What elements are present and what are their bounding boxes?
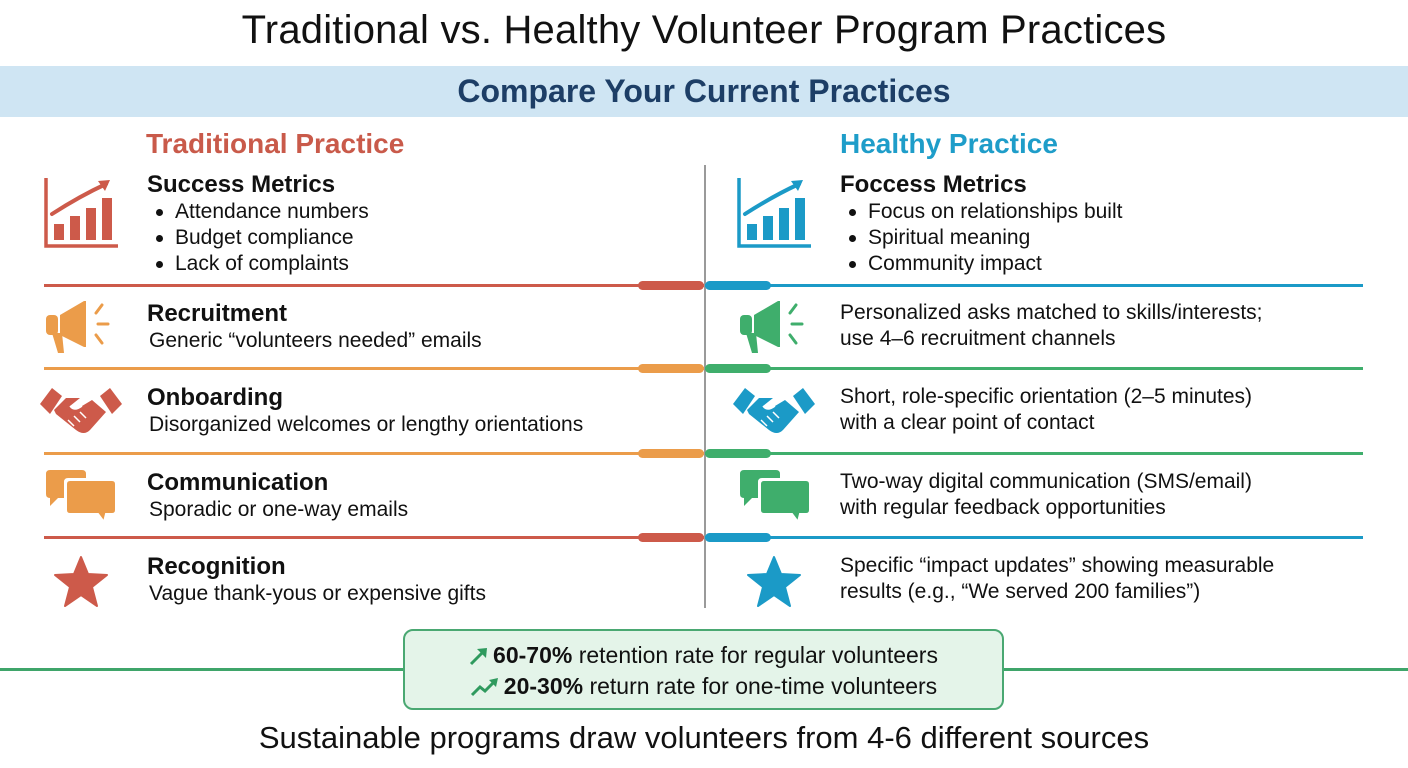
bar-chart-growth-icon — [735, 176, 813, 255]
row-description-line1: Short, role-specific orientation (2–5 minutes) — [840, 385, 1253, 408]
column-divider — [704, 165, 706, 608]
row-description: Generic “volunteers needed” emails — [149, 329, 482, 352]
row-title: Recognition — [147, 553, 286, 580]
bullet-item: Lack of complaints — [147, 251, 369, 277]
row-description: Vague thank-yous or expensive gifts — [149, 582, 486, 605]
healthy-onboarding — [840, 384, 1252, 436]
footer-note: Sustainable programs draw volunteers from 4-6 different sources — [258, 720, 1150, 755]
trend-line-up-icon — [470, 677, 500, 697]
stat-return-onetime — [405, 671, 1002, 702]
traditional-onboarding — [147, 384, 583, 438]
chat-bubbles-icon — [738, 470, 812, 529]
healthy-recruitment — [840, 300, 1263, 352]
bar-chart-growth-icon — [42, 176, 120, 255]
separator-pill — [638, 281, 704, 290]
stat-label: retention rate for regular volunteers — [572, 642, 938, 668]
megaphone-icon — [738, 299, 812, 360]
separator-pill — [705, 449, 771, 458]
row-separator — [705, 536, 1363, 539]
row-separator — [44, 452, 704, 455]
star-icon — [53, 555, 109, 614]
row-description: Sporadic or one-way emails — [149, 498, 409, 521]
chat-bubbles-icon — [44, 470, 118, 529]
row-description-line1: Specific “impact updates” showing measurable — [840, 554, 1275, 577]
stat-value: 20-30% — [503, 673, 584, 699]
row-title: Recruitment — [147, 300, 288, 327]
traditional-recruitment — [147, 300, 482, 354]
traditional-communication — [147, 469, 408, 523]
healthy-success-metrics — [840, 171, 1122, 277]
separator-pill — [638, 364, 704, 373]
megaphone-icon — [44, 299, 118, 360]
retention-stats-box — [403, 629, 1004, 710]
row-separator — [705, 284, 1363, 287]
row-title: Success Metrics — [147, 171, 336, 198]
separator-pill — [705, 364, 771, 373]
stat-value: 60-70% — [493, 642, 573, 668]
bullet-item: Community impact — [840, 251, 1122, 277]
star-icon — [746, 555, 802, 614]
row-separator — [705, 367, 1363, 370]
trend-up-arrow-icon — [469, 646, 489, 666]
row-description-line2: with a clear point of contact — [840, 411, 1095, 434]
separator-pill — [705, 281, 771, 290]
row-description-line1: Two-way digital communication (SMS/email) — [840, 470, 1252, 493]
healthy-communication — [840, 469, 1252, 521]
row-description-line2: results (e.g., “We served 200 families”) — [840, 580, 1201, 603]
traditional-column-heading: Traditional Practice — [146, 128, 405, 159]
bullet-item: Spiritual meaning — [840, 225, 1122, 251]
row-description-line1: Personalized asks matched to skills/interests; — [840, 301, 1263, 324]
bullet-item: Attendance numbers — [147, 199, 369, 225]
row-title: Foccess Metrics — [840, 171, 1027, 198]
row-separator — [44, 284, 704, 287]
bullet-item: Focus on relationships built — [840, 199, 1122, 225]
row-description: Disorganized welcomes or lengthy orientations — [149, 413, 584, 436]
section-banner — [0, 66, 1408, 117]
bullet-item: Budget compliance — [147, 225, 369, 251]
row-description-line2: use 4–6 recruitment channels — [840, 327, 1116, 350]
row-title: Onboarding — [147, 384, 283, 411]
handshake-icon — [40, 384, 122, 443]
stat-label: return rate for one-time volunteers — [583, 673, 938, 699]
healthy-recognition — [840, 553, 1274, 605]
row-title: Communication — [147, 469, 329, 496]
row-separator — [44, 367, 704, 370]
row-description-line2: with regular feedback opportunities — [840, 496, 1166, 519]
traditional-success-metrics — [147, 171, 369, 277]
row-separator — [44, 536, 704, 539]
page-title: Traditional vs. Healthy Volunteer Program Practices — [241, 8, 1167, 52]
healthy-column-heading: Healthy Practice — [840, 128, 1058, 159]
separator-pill — [638, 533, 704, 542]
separator-pill — [705, 533, 771, 542]
handshake-icon — [733, 384, 815, 443]
stat-retention-regular — [405, 640, 1002, 671]
traditional-recognition — [147, 553, 486, 607]
separator-pill — [638, 449, 704, 458]
row-separator — [705, 452, 1363, 455]
banner-text: Compare Your Current Practices — [457, 73, 951, 109]
